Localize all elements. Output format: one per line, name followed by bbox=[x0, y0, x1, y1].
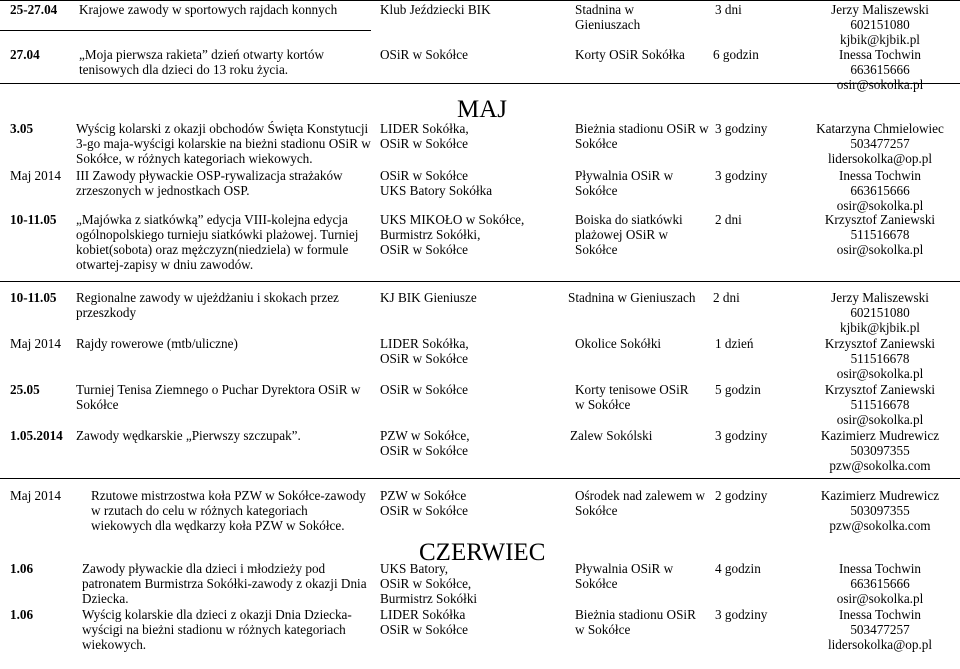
event-date: 27.04 bbox=[10, 47, 40, 62]
event-title: Wyścig kolarski z okazji obchodów Święta Konstytucji 3-go maja-wyścigi kolarskie na bieżni stadionu OSiR w Sokółce, w różnych kategoriach wiekowych. bbox=[76, 121, 371, 166]
event-organizer: KJ BIK Gieniusze bbox=[380, 290, 477, 305]
event-title: Rzutowe mistrzostwa koła PZW w Sokółce-zawody w rzutach do celu w różnych kategoriach wiekowych dla wędkarzy koła PZW w Sokółce. bbox=[91, 488, 366, 533]
event-organizer: PZW w Sokółce, OSiR w Sokółce bbox=[380, 428, 470, 458]
event-organizer: OSiR w Sokółce bbox=[380, 47, 468, 62]
event-title: Wyścig kolarskie dla dzieci z okazji Dnia Dziecka-wyścigi na bieżni stadionu w różnych kategoriach wiekowych. bbox=[82, 607, 352, 652]
event-date: 3.05 bbox=[10, 121, 34, 136]
event-organizer: UKS MIKOŁO w Sokółce, Burmistrz Sokółki, OSiR w Sokółce bbox=[380, 212, 525, 257]
event-contact: Inessa Tochwin 503477257 lidersokolka@op.pl bbox=[827, 607, 933, 652]
month-heading-june: CZERWIEC bbox=[419, 539, 546, 566]
event-title: Turniej Tenisa Ziemnego o Puchar Dyrektora OSiR w Sokółce bbox=[76, 382, 361, 412]
event-duration: 3 godziny bbox=[715, 428, 768, 443]
event-venue: Boiska do siatkówki plażowej OSiR w Sokółce bbox=[575, 212, 683, 257]
event-contact: Inessa Tochwin 663615666 osir@sokolka.pl bbox=[836, 561, 924, 606]
event-venue: Okolice Sokółki bbox=[575, 336, 662, 351]
event-contact: Katarzyna Chmielowiec 503477257 lidersokolka@op.pl bbox=[816, 121, 944, 166]
event-contact: Krzysztof Zaniewski 511516678 osir@sokolka.pl bbox=[824, 212, 936, 257]
event-venue: Ośrodek nad zalewem w Sokółce bbox=[575, 488, 705, 518]
event-organizer: OSiR w Sokółce UKS Batory Sokółka bbox=[380, 168, 493, 198]
event-duration: 3 godziny bbox=[715, 121, 768, 136]
event-duration: 1 dzień bbox=[715, 336, 754, 351]
event-venue: Bieżnia stadionu OSiR w Sokółce bbox=[575, 121, 709, 151]
event-date: 1.05.2014 bbox=[10, 428, 63, 443]
event-date: 25-27.04 bbox=[10, 2, 58, 17]
event-duration: 3 godziny bbox=[715, 168, 768, 183]
event-venue: Pływalnia OSiR w Sokółce bbox=[575, 561, 674, 591]
event-venue: Korty tenisowe OSiR w Sokółce bbox=[575, 382, 689, 412]
event-venue: Stadnina w Gieniuszach bbox=[575, 2, 641, 32]
event-title: Krajowe zawody w sportowych rajdach konnych bbox=[79, 2, 338, 17]
row-divider bbox=[0, 478, 960, 479]
event-duration: 3 dni bbox=[715, 2, 742, 17]
event-title: Zawody pływackie dla dzieci i młodzieży pod patronatem Burmistrza Sokółki-zawody z okazji Dnia Dziecka. bbox=[82, 561, 367, 606]
event-title: „Majówka z siatkówką” edycja VIII-kolejna edycja ogólnopolskiego turnieju siatkówki plażowej. Turniej kobiet(sobota) oraz mężczyzn(niedziela) w formule otwartej-zapisy w dniu zawodów. bbox=[76, 212, 359, 272]
event-date: Maj 2014 bbox=[10, 488, 61, 503]
event-date: 1.06 bbox=[10, 561, 34, 576]
event-date: Maj 2014 bbox=[10, 168, 61, 183]
event-contact: Kazimierz Mudrewicz 503097355 pzw@sokolka.com bbox=[820, 428, 940, 473]
event-duration: 3 godziny bbox=[715, 607, 768, 622]
event-contact: Krzysztof Zaniewski 511516678 osir@sokolka.pl bbox=[824, 336, 936, 381]
event-date: Maj 2014 bbox=[10, 336, 61, 351]
event-organizer: UKS Batory, OSiR w Sokółce, Burmistrz Sokółki bbox=[380, 561, 478, 606]
event-contact: Inessa Tochwin 663615666 osir@sokolka.pl bbox=[836, 168, 924, 213]
event-organizer: LIDER Sokółka OSiR w Sokółce bbox=[380, 607, 468, 637]
event-venue: Korty OSiR Sokółka bbox=[575, 47, 685, 62]
event-organizer: LIDER Sokółka, OSiR w Sokółce bbox=[380, 121, 469, 151]
event-contact: Inessa Tochwin 663615666 osir@sokolka.pl bbox=[836, 47, 924, 92]
event-contact: Kazimierz Mudrewicz 503097355 pzw@sokolka.com bbox=[820, 488, 940, 533]
table-top-border bbox=[0, 0, 960, 1]
event-contact: Jerzy Maliszewski 602151080 kjbik@kjbik.pl bbox=[831, 2, 929, 47]
event-date: 1.06 bbox=[10, 607, 34, 622]
event-duration: 6 godzin bbox=[713, 47, 759, 62]
event-date: 10-11.05 bbox=[10, 290, 57, 305]
event-title: Rajdy rowerowe (mtb/uliczne) bbox=[76, 336, 238, 351]
event-organizer: Klub Jeździecki BIK bbox=[380, 2, 491, 17]
event-duration: 4 godzin bbox=[715, 561, 761, 576]
event-contact: Jerzy Maliszewski 602151080 kjbik@kjbik.pl bbox=[831, 290, 929, 335]
event-title: Regionalne zawody w ujeżdżaniu i skokach przez przeszkody bbox=[76, 290, 339, 320]
event-venue: Bieżnia stadionu OSiR w Sokółce bbox=[575, 607, 696, 637]
event-title: Zawody wędkarskie „Pierwszy szczupak”. bbox=[76, 428, 301, 443]
event-venue: Stadnina w Gieniuszach bbox=[568, 290, 696, 305]
event-date: 10-11.05 bbox=[10, 212, 57, 227]
event-venue: Zalew Sokólski bbox=[570, 428, 653, 443]
event-organizer: PZW w Sokółce OSiR w Sokółce bbox=[380, 488, 468, 518]
event-title: „Moja pierwsza rakieta” dzień otwarty kortów tenisowych dla dzieci do 13 roku życia. bbox=[79, 47, 324, 77]
event-date: 25.05 bbox=[10, 382, 40, 397]
event-duration: 2 dni bbox=[715, 212, 742, 227]
event-duration: 5 godzin bbox=[715, 382, 761, 397]
event-venue: Pływalnia OSiR w Sokółce bbox=[575, 168, 674, 198]
row-divider bbox=[0, 281, 960, 282]
event-organizer: LIDER Sokółka, OSiR w Sokółce bbox=[380, 336, 469, 366]
event-contact: Krzysztof Zaniewski 511516678 osir@sokolka.pl bbox=[824, 382, 936, 427]
event-title: III Zawody pływackie OSP-rywalizacja strażaków zrzeszonych w jednostkach OSP. bbox=[76, 168, 343, 198]
event-duration: 2 dni bbox=[713, 290, 740, 305]
row-divider bbox=[0, 30, 371, 31]
event-organizer: OSiR w Sokółce bbox=[380, 382, 468, 397]
event-duration: 2 godziny bbox=[715, 488, 768, 503]
month-heading-may: MAJ bbox=[457, 96, 508, 123]
